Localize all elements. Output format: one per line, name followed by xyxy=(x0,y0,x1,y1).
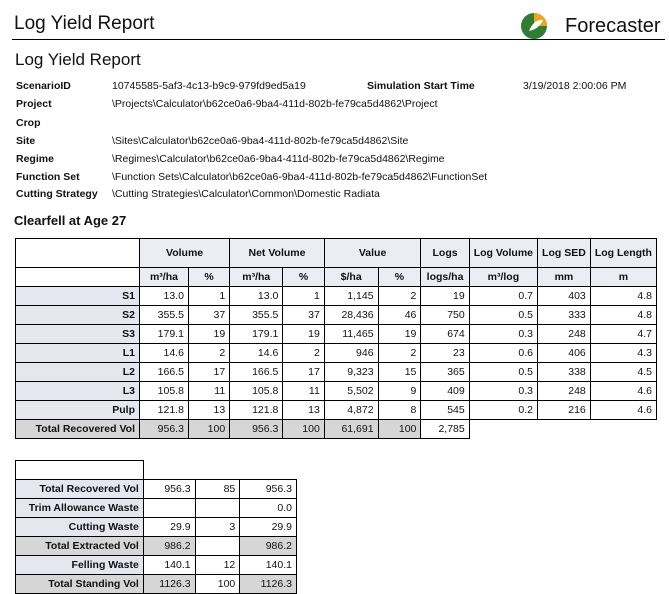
row-label: Cutting Waste xyxy=(16,517,144,536)
table-cell: 750 xyxy=(421,306,469,325)
table-cell: 4.8 xyxy=(590,306,656,325)
summary-cell: 0.0 xyxy=(240,498,297,517)
unit-header: m³/log xyxy=(469,268,537,287)
row-label: S1 xyxy=(16,287,140,306)
total-cell: 100 xyxy=(188,420,229,439)
table-cell: 946 xyxy=(324,344,378,363)
total-cell: 100 xyxy=(283,420,324,439)
table-cell: 0.3 xyxy=(469,382,537,401)
table-cell: 338 xyxy=(538,363,591,382)
table-cell: 0.2 xyxy=(469,401,537,420)
row-label: Total Standing Vol xyxy=(16,574,144,593)
table-cell: 4.5 xyxy=(590,363,656,382)
table-cell: 355.5 xyxy=(140,306,189,325)
unit-header: m xyxy=(590,268,656,287)
unit-header: % xyxy=(283,268,324,287)
meta-label: Crop xyxy=(16,117,41,129)
meta-value: \Projects\Calculator\b62ce0a6-9ba4-411d-802b-fe79ca5d4862\Project xyxy=(112,98,438,110)
section-heading: Clearfell at Age 27 xyxy=(14,213,127,228)
table-cell: 28,436 xyxy=(324,306,378,325)
total-cell: 61,691 xyxy=(324,420,378,439)
table-row xyxy=(16,344,657,363)
summary-row xyxy=(16,498,297,517)
table-cell: 0.3 xyxy=(469,325,537,344)
meta-value: 3/19/2018 2:00:06 PM xyxy=(523,80,627,92)
summary-cell: 12 xyxy=(195,555,240,574)
table-cell: 0.6 xyxy=(469,344,537,363)
meta-label: Regime xyxy=(16,153,54,165)
table-corner-cell xyxy=(16,268,140,287)
table-cell: 4.6 xyxy=(590,382,656,401)
summary-cell xyxy=(143,498,195,517)
table-cell: 23 xyxy=(421,344,469,363)
table-cell: 13 xyxy=(283,401,324,420)
table-cell: 333 xyxy=(538,306,591,325)
summary-cell: 85 xyxy=(195,479,240,498)
table-cell: 105.8 xyxy=(140,382,189,401)
meta-label: Simulation Start Time xyxy=(367,80,475,92)
table-cell: 4,872 xyxy=(324,401,378,420)
table-cell: 9,323 xyxy=(324,363,378,382)
log-yield-table xyxy=(15,238,657,439)
unit-header: m³/ha xyxy=(230,268,283,287)
table-cell: 13.0 xyxy=(230,287,283,306)
table-total-row xyxy=(16,420,657,439)
table-cell: 674 xyxy=(421,325,469,344)
column-group-header: Log SED xyxy=(538,239,591,268)
table-cell: 545 xyxy=(421,401,469,420)
summary-row xyxy=(16,555,297,574)
header-divider xyxy=(12,39,665,40)
table-cell: 46 xyxy=(378,306,421,325)
table-cell: 0.7 xyxy=(469,287,537,306)
row-label: L2 xyxy=(16,363,140,382)
summary-row xyxy=(16,574,297,593)
blank-cell xyxy=(469,420,656,439)
table-cell: 355.5 xyxy=(230,306,283,325)
meta-label: Function Set xyxy=(16,171,80,183)
table-cell: 19 xyxy=(188,325,229,344)
summary-cell: 956.3 xyxy=(240,479,297,498)
table-cell: 4.8 xyxy=(590,287,656,306)
table-cell: 9 xyxy=(378,382,421,401)
table-cell: 4.3 xyxy=(590,344,656,363)
column-group-header: Log Length xyxy=(590,239,656,268)
table-cell: 4.7 xyxy=(590,325,656,344)
table-cell: 2 xyxy=(188,344,229,363)
summary-row xyxy=(16,536,297,555)
table-cell: 105.8 xyxy=(230,382,283,401)
meta-label: ScenarioID xyxy=(16,80,71,92)
summary-cell: 140.1 xyxy=(240,555,297,574)
table-cell: 365 xyxy=(421,363,469,382)
meta-value: \Cutting Strategies\Calculator\Common\Domestic Radiata xyxy=(112,188,380,200)
table-cell: 403 xyxy=(538,287,591,306)
meta-value: \Sites\Calculator\b62ce0a6-9ba4-411d-802b-fe79ca5d4862\Site xyxy=(112,135,409,147)
report-header xyxy=(0,0,669,42)
row-label: Pulp xyxy=(16,401,140,420)
table-cell: 2 xyxy=(378,287,421,306)
summary-cell: 986.2 xyxy=(240,536,297,555)
table-corner-cell xyxy=(16,239,140,268)
table-cell: 248 xyxy=(538,382,591,401)
table-cell: 406 xyxy=(538,344,591,363)
unit-header: logs/ha xyxy=(421,268,469,287)
unit-header: m³/ha xyxy=(140,268,189,287)
summary-cell: 1126.3 xyxy=(240,574,297,593)
column-group-header: Log Volume xyxy=(469,239,537,268)
summary-cell: 3 xyxy=(195,517,240,536)
table-cell: 166.5 xyxy=(140,363,189,382)
table-cell: 8 xyxy=(378,401,421,420)
table-cell: 0.5 xyxy=(469,363,537,382)
row-label: S2 xyxy=(16,306,140,325)
table-cell: 37 xyxy=(283,306,324,325)
report-header-title: Log Yield Report xyxy=(14,13,155,34)
meta-value: 10745585-5af3-4c13-b9c9-979fd9ed5a19 xyxy=(112,80,306,92)
meta-label: Cutting Strategy xyxy=(16,188,98,200)
table-cell: 11 xyxy=(283,382,324,401)
table-cell: 19 xyxy=(378,325,421,344)
row-label: Trim Allowance Waste xyxy=(16,498,144,517)
table-cell: 1 xyxy=(188,287,229,306)
table-row xyxy=(16,306,657,325)
unit-header: % xyxy=(188,268,229,287)
table-cell: 19 xyxy=(283,325,324,344)
summary-cell xyxy=(195,536,240,555)
blank-cell xyxy=(16,461,144,480)
table-cell: 5,502 xyxy=(324,382,378,401)
row-label: Total Extracted Vol xyxy=(16,536,144,555)
report-subtitle: Log Yield Report xyxy=(15,50,141,69)
table-cell: 14.6 xyxy=(140,344,189,363)
row-label: Felling Waste xyxy=(16,555,144,574)
summary-cell: 1126.3 xyxy=(143,574,195,593)
table-cell: 37 xyxy=(188,306,229,325)
table-cell: 121.8 xyxy=(140,401,189,420)
summary-row xyxy=(16,479,297,498)
table-cell: 15 xyxy=(378,363,421,382)
row-label: L3 xyxy=(16,382,140,401)
table-cell: 179.1 xyxy=(140,325,189,344)
summary-cell: 956.3 xyxy=(143,479,195,498)
table-cell: 121.8 xyxy=(230,401,283,420)
table-cell: 1 xyxy=(283,287,324,306)
table-cell: 4.6 xyxy=(590,401,656,420)
unit-header: % xyxy=(378,268,421,287)
table-cell: 179.1 xyxy=(230,325,283,344)
column-group-header: Volume xyxy=(140,239,230,268)
row-label: S3 xyxy=(16,325,140,344)
table-cell: 0.5 xyxy=(469,306,537,325)
table-group-header-row xyxy=(16,239,657,268)
table-row xyxy=(16,325,657,344)
meta-label: Project xyxy=(16,98,52,110)
summary-cell: 29.9 xyxy=(240,517,297,536)
table-cell: 2 xyxy=(283,344,324,363)
summary-cell: 986.2 xyxy=(143,536,195,555)
table-cell: 11 xyxy=(188,382,229,401)
table-cell: 14.6 xyxy=(230,344,283,363)
volume-summary-table xyxy=(15,460,297,594)
summary-spacer-row xyxy=(16,461,297,480)
table-cell: 17 xyxy=(188,363,229,382)
table-cell: 216 xyxy=(538,401,591,420)
meta-value: \Regimes\Calculator\b62ce0a6-9ba4-411d-802b-fe79ca5d4862\Regime xyxy=(112,153,445,165)
row-label: L1 xyxy=(16,344,140,363)
table-cell: 13.0 xyxy=(140,287,189,306)
meta-value: \Function Sets\Calculator\b62ce0a6-9ba4-411d-802b-fe79ca5d4862\FunctionSet xyxy=(112,171,488,183)
blank-cell xyxy=(143,461,296,480)
table-cell: 248 xyxy=(538,325,591,344)
total-cell: 100 xyxy=(378,420,421,439)
row-label: Total Recovered Vol xyxy=(16,479,144,498)
total-cell: 956.3 xyxy=(230,420,283,439)
table-cell: 1,145 xyxy=(324,287,378,306)
table-cell: 13 xyxy=(188,401,229,420)
table-cell: 409 xyxy=(421,382,469,401)
table-row xyxy=(16,382,657,401)
summary-row xyxy=(16,517,297,536)
column-group-header: Logs xyxy=(421,239,469,268)
table-units-row xyxy=(16,268,657,287)
summary-cell: 29.9 xyxy=(143,517,195,536)
meta-label: Site xyxy=(16,135,36,147)
unit-header: $/ha xyxy=(324,268,378,287)
table-cell: 2 xyxy=(378,344,421,363)
table-body xyxy=(16,287,657,420)
unit-header: mm xyxy=(538,268,591,287)
table-cell: 166.5 xyxy=(230,363,283,382)
table-row xyxy=(16,287,657,306)
column-group-header: Net Volume xyxy=(230,239,325,268)
table-cell: 11,465 xyxy=(324,325,378,344)
table-row xyxy=(16,363,657,382)
row-label: Total Recovered Vol xyxy=(16,420,140,439)
summary-body xyxy=(16,461,297,594)
summary-cell: 140.1 xyxy=(143,555,195,574)
brand-name: Forecaster xyxy=(565,15,661,37)
table-row xyxy=(16,401,657,420)
forecaster-logo-icon xyxy=(519,11,549,41)
table-cell: 17 xyxy=(283,363,324,382)
total-cell: 2,785 xyxy=(421,420,469,439)
total-cell: 956.3 xyxy=(140,420,189,439)
table-cell: 19 xyxy=(421,287,469,306)
summary-cell: 100 xyxy=(195,574,240,593)
summary-cell xyxy=(195,498,240,517)
column-group-header: Value xyxy=(324,239,421,268)
